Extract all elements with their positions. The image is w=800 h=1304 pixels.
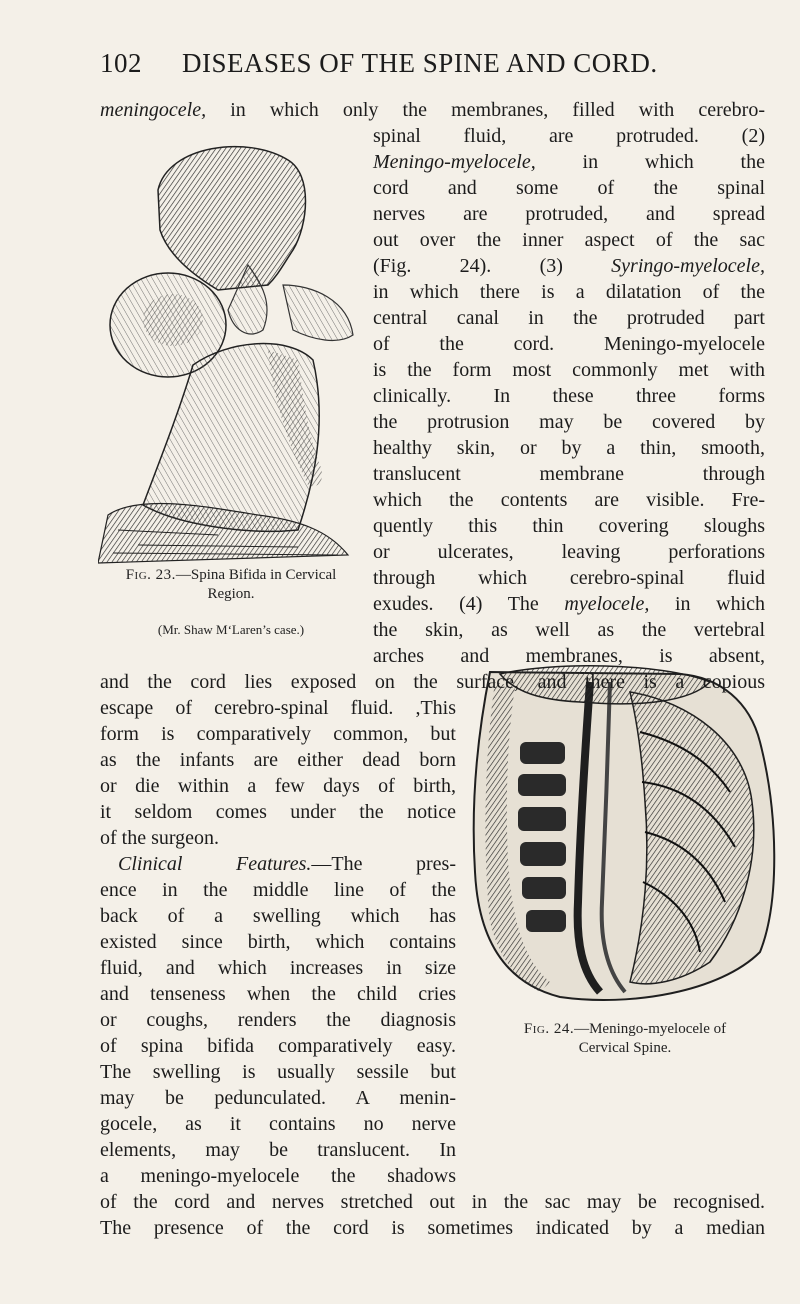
text-line: The swelling is usually sessile but bbox=[100, 1061, 456, 1083]
text-line: it seldom comes under the notice bbox=[100, 801, 456, 823]
text-line: of the cord and nerves stretched out in the sac may be recognised. bbox=[100, 1191, 765, 1213]
text-line: and tenseness when the child cries bbox=[100, 983, 456, 1005]
text-line: as the infants are either dead born bbox=[100, 749, 456, 771]
figure-23-caption-line1: Fig. 23.—Spina Bifida in Cervical bbox=[125, 567, 337, 583]
text-line: of the surgeon. bbox=[100, 827, 220, 849]
figure-23-caption bbox=[86, 566, 376, 604]
text-line: the protrusion may be covered by bbox=[373, 411, 765, 433]
figure-24-illustration bbox=[460, 662, 780, 1002]
text-line: of the cord. Meningo-myelocele bbox=[373, 333, 765, 355]
figure-24-caption bbox=[470, 1020, 780, 1058]
running-header bbox=[100, 48, 780, 80]
text-line: fluid, and which increases in size bbox=[100, 957, 456, 979]
text-line: The presence of the cord is sometimes indicated by a median bbox=[100, 1217, 765, 1239]
text-line: ence in the middle line of the bbox=[100, 879, 456, 901]
text-line: (Fig. 24). (3) Syringo-myelocele, bbox=[373, 255, 765, 277]
text-line: exudes. (4) The myelocele, in which bbox=[373, 593, 765, 615]
text-line: back of a swelling which has bbox=[100, 905, 456, 927]
page-number: 102 bbox=[100, 48, 142, 78]
text-line: or die within a few days of birth, bbox=[100, 775, 456, 797]
text-line: of spina bifida comparatively easy. bbox=[100, 1035, 456, 1057]
text-line: and the cord lies exposed on the surface, and there is a copious bbox=[100, 671, 765, 693]
section-heading-line: Clinical Features.—The pres- bbox=[118, 853, 456, 875]
text-line: healthy skin, or by a thin, smooth, bbox=[373, 437, 765, 459]
text-line: arches and membranes, is absent, bbox=[373, 645, 765, 667]
figure-23-illustration bbox=[98, 135, 366, 565]
figure-24-caption-line2: Cervical Spine. bbox=[578, 1040, 672, 1056]
text-line: which the contents are visible. Fre- bbox=[373, 489, 765, 511]
text-line: may be pedunculated. A menin- bbox=[100, 1087, 456, 1109]
text-line: gocele, as it contains no nerve bbox=[100, 1113, 456, 1135]
text-line: spinal fluid, are protruded. (2) bbox=[373, 125, 765, 147]
text-line: quently this thin covering sloughs bbox=[373, 515, 765, 537]
text-line: elements, may be translucent. In bbox=[100, 1139, 456, 1161]
running-title: DISEASES OF THE SPINE AND CORD. bbox=[182, 48, 658, 78]
text-line: a meningo-myelocele the shadows bbox=[100, 1165, 456, 1187]
text-line: meningocele, in which only the membranes, filled with cerebro- bbox=[100, 99, 765, 121]
text-line: is the form most commonly met with bbox=[373, 359, 765, 381]
text-line: translucent membrane through bbox=[373, 463, 765, 485]
text-line: escape of cerebro-spinal fluid. ,This bbox=[100, 697, 456, 719]
text-line: in which there is a dilatation of the bbox=[373, 281, 765, 303]
text-line: Meningo-myelocele, in which the bbox=[373, 151, 765, 173]
text-line: or coughs, renders the diagnosis bbox=[100, 1009, 456, 1031]
text-line: clinically. In these three forms bbox=[373, 385, 765, 407]
text-line: central canal in the protruded part bbox=[373, 307, 765, 329]
figure-24-caption-line1: Fig. 24.—Meningo-myelocele of bbox=[523, 1021, 727, 1037]
text-line: the skin, as well as the vertebral bbox=[373, 619, 765, 641]
section-heading: Clinical Features. bbox=[118, 853, 312, 875]
figure-23-credit: (Mr. Shaw M‘Laren’s case.) bbox=[157, 622, 305, 637]
text-line: cord and some of the spinal bbox=[373, 177, 765, 199]
text-line: out over the inner aspect of the sac bbox=[373, 229, 765, 251]
figure-23-caption-line2: Region. bbox=[207, 586, 255, 602]
text-line: or ulcerates, leaving perforations bbox=[373, 541, 765, 563]
text-line: existed since birth, which contains bbox=[100, 931, 456, 953]
text-line: nerves are protruded, and spread bbox=[373, 203, 765, 225]
text-line: form is comparatively common, but bbox=[100, 723, 456, 745]
text-line: through which cerebro-spinal fluid bbox=[373, 567, 765, 589]
